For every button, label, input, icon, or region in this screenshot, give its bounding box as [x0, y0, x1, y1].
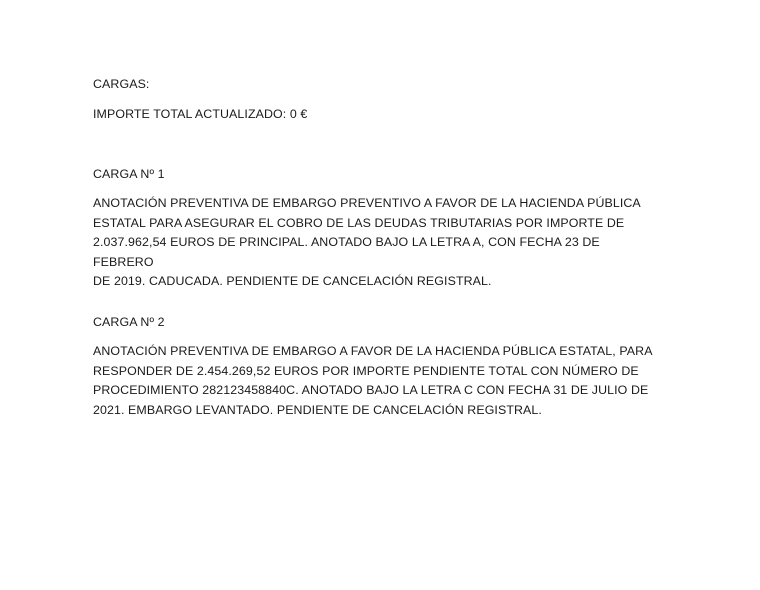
- carga-1-text: ANOTACIÓN PREVENTIVA DE EMBARGO PREVENTIVO A FAVOR DE LA HACIENDA PÚBLICA ESTATAL PARA ASEGURAR EL COBRO DE LAS DEUDAS TRIBUTARIAS POR IMPORTE DE 2.037.962,54 EUROS DE PRINCIPAL. ANOTADO BAJO LA LETRA A, CON FECHA 23 DE FEBRERO DE 2019. CADUCADA. PENDIENTE DE CANCELACIÓN REGISTRAL.: [93, 196, 641, 289]
- carga-2-heading: CARGA Nº 2: [93, 315, 165, 329]
- carga-1-heading: CARGA Nº 1: [93, 167, 165, 181]
- cargas-label: CARGAS:: [93, 77, 150, 91]
- carga-2-text: ANOTACIÓN PREVENTIVA DE EMBARGO A FAVOR DE LA HACIENDA PÚBLICA ESTATAL, PARA RESPONDER DE 2.454.269,52 EUROS POR IMPORTE PENDIENTE TOTAL CON NÚMERO DE PROCEDIMIENTO 282123458840C. ANOTADO BAJO LA LETRA C CON FECHA 31 DE JULIO DE 2021. EMBARGO LEVANTADO. PENDIENTE DE CANCELACIÓN REGISTRAL.: [93, 344, 653, 417]
- importe-total: IMPORTE TOTAL ACTUALIZADO: 0 €: [93, 107, 308, 121]
